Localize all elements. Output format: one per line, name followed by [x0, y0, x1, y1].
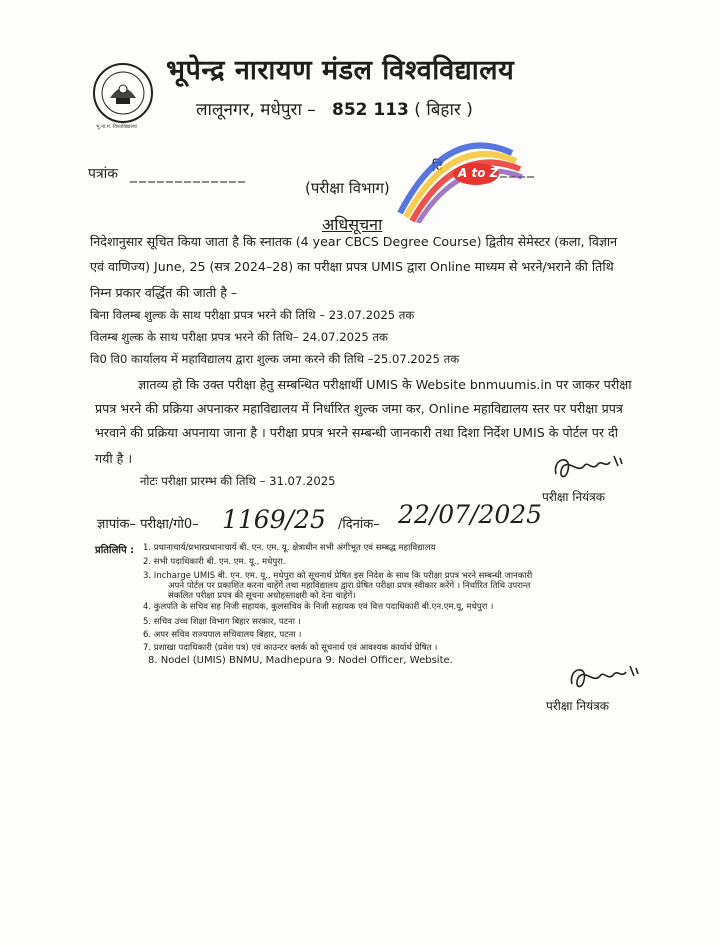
body-line-2: एवं वाणिज्य) June, 25 (सत्र 2024–28) का परीक्षा प्रपत्र UMIS द्वारा Online माध्यम से भरने/भराने की तिथि	[90, 259, 614, 274]
university-name: भूपेन्द्र नारायण मंडल विश्वविद्यालय	[166, 55, 515, 86]
cc-line-8: 8. Nodel (UMIS) BNMU, Madhepura 9. Nodel Officer, Website.	[148, 655, 453, 666]
memo-date: 22/07/2025	[398, 500, 543, 529]
department-label: (परीक्षा विभाग)	[305, 179, 390, 197]
address-state: ( बिहार )	[414, 100, 473, 120]
controller-title-1: परीक्षा नियंत्रक	[542, 490, 605, 504]
para-line-1: ज्ञातव्य हो कि उक्त परीक्षा हेतु सम्बन्धित परीक्षार्थी UMIS के Website bnmuumis.in पर जाकर परीक्षा	[138, 377, 632, 392]
cc-line-3b: अपने पोर्टल पर प्रकाशित करना चाहेंगें तथा महाविद्यालय द्वारा प्रेषित परीक्षा प्रपत्र स्वीकार करेंगे । निर्धारित तिथि उपरान्त	[168, 581, 531, 591]
memo-date-label: /दिनांक–	[338, 517, 380, 532]
notice-heading: अधिसूचना	[322, 215, 383, 234]
cc-label: प्रतिलिपि :	[95, 545, 135, 556]
address-place: लालूनगर, मधेपुरा –	[196, 100, 316, 120]
cc-line-3a: 3. Incharge UMIS बी. एन. एम. यू., मधेपुरा को सूचनार्थ प्रेषित इस निदेश के साथ कि परीक्षा प्रपत्र भरने सम्बन्धी जानकारी	[143, 571, 533, 581]
controller-signature-icon	[548, 448, 628, 488]
seal-text: भू.ना.मं. विश्वविद्यालय	[96, 124, 137, 130]
atoz-watermark-text: A to Z	[458, 166, 499, 180]
para-line-2: प्रपत्र भरने की प्रक्रिया अपनाकर महाविद्यालय में निर्धारित शुल्क जमा कर, Online महाविद्यालय स्तर पर परीक्षा प्रपत्र	[95, 401, 623, 416]
cc-line-5: 5. सचिव उच्च शिक्षा विभाग बिहार सरकार, पटना ।	[143, 617, 301, 627]
cc-line-7: 7. प्रशाखा पदाधिकारी (प्रवेश पत्र) एवं काउन्टर क्लर्क को सूचनार्थ एवं आवश्यक कार्यार्थ प्रेषित ।	[143, 643, 438, 653]
date-line-2: विलम्ब शुल्क के साथ परीक्षा प्रपत्र भरने की तिथि– 24.07.2025 तक	[90, 330, 388, 344]
ref-line: _____________	[130, 167, 247, 183]
memo-number: 1169/25	[222, 505, 326, 534]
exam-start-note: नोटः परीक्षा प्रारम्भ की तिथि – 31.07.2025	[140, 474, 336, 488]
university-seal-icon	[92, 62, 154, 124]
body-line-1: निदेशानुसार सूचित किया जाता है कि स्नातक (4 year CBCS Degree Course) द्वितीय सेमेस्टर (कला, विज्ञान	[90, 234, 618, 249]
address-pin: 852 113	[331, 100, 409, 120]
memo-label: ज्ञापांक– परीक्षा/गो0–	[97, 517, 199, 532]
cc-line-4: 4. कुलपति के सचिव सह निजी सहायक, कुलसचिव के निजी सहायक एवं वित्त पदाधिकारी बी.एन.एम.यू, मधेपुरा ।	[143, 602, 494, 612]
cc-line-2: 2. सभी पदाधिकारी बी. एन. एम. यू., मधेपुरा.	[143, 557, 286, 567]
cc-line-3c: संकलित परीक्षा प्रपत्र की सूचना अधोहस्ताक्षरी को देना चाहेंगें।	[168, 591, 356, 601]
date-line-3: वि0 वि0 कार्यालय में महाविद्यालय द्वारा शुल्क जमा करने की तिथि –25.07.2025 तक	[90, 352, 460, 366]
controller-signature-2-icon	[564, 658, 644, 698]
controller-title-2: परीक्षा नियंत्रक	[546, 699, 609, 713]
para-line-4: गयी है ।	[95, 451, 133, 466]
date-line-1: बिना विलम्ब शुल्क के साथ परीक्षा प्रपत्र भरने की तिथि – 23.07.2025 तक	[90, 308, 415, 322]
date-line: ____	[500, 162, 536, 178]
ref-label: पत्रांक	[88, 166, 119, 182]
para-line-3: भरवाने की प्रक्रिया अपनाया जाना है । परीक्षा प्रपत्र भरने सम्बन्धी जानकारी तथा दिशा निर्देश UMIS के पोर्टल पर दी	[95, 425, 618, 440]
cc-line-1: 1. प्रधानाचार्य/प्रभारप्रधानाचार्य बी. एन. एम. यू. क्षेत्राधीन सभी अंगीभूत एवं सम्बद्ध महाविद्यालय	[143, 543, 436, 553]
university-address	[196, 97, 473, 120]
body-line-3: निम्न प्रकार वर्द्धित की जाती है –	[90, 285, 238, 300]
cc-line-6: 6. अपर सचिव राज्यपाल सचिवालय बिहार, पटना ।	[143, 630, 302, 640]
date-label: दि	[432, 159, 444, 175]
